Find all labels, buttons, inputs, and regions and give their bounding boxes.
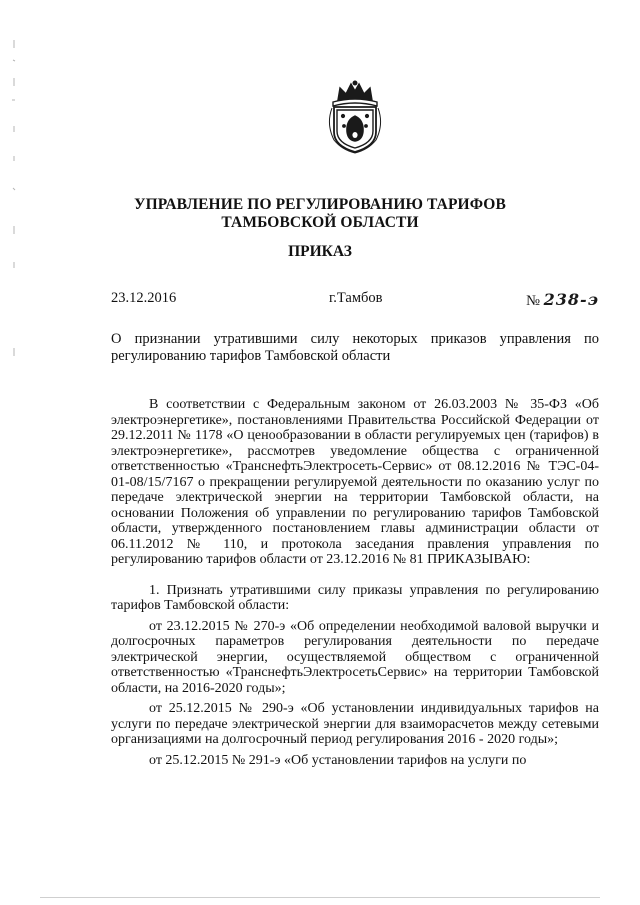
handwritten-number: 238-э <box>543 290 599 309</box>
org-title-line-1: УПРАВЛЕНИЕ ПО РЕГУЛИРОВАНИЮ ТАРИФОВ <box>134 196 506 213</box>
sub-item-1: от 23.12.2015 № 270-э «Об определении необходимой валовой выручки и долгосрочных параметров регулирования деятельности по передаче электрической энергии, осуществляемой обществом с ограниченной ответственностью «ТранснефтьЭлектросетьСервис» на территории Тамбовской области, на 2016-2020 годы»; <box>111 618 599 696</box>
document-date: 23.12.2016 <box>111 290 177 306</box>
item-1-paragraph: 1. Признать утратившими силу приказы управления по регулированию тарифов Тамбовской области: <box>111 582 599 613</box>
document-body <box>111 397 599 768</box>
sub-item-2: от 25.12.2015 № 290-э «Об установлении индивидуальных тарифов на услуги по передаче электрической энергии для взаиморасчетов между сетевыми организациями на долгосрочный период регулирования 2016 - 2020 годы»; <box>111 701 599 747</box>
document-meta-row <box>111 290 599 314</box>
document-number <box>526 290 599 310</box>
document-subject: О признании утратившими силу некоторых приказов управления по регулированию тарифов Тамбовской области <box>111 331 599 364</box>
number-sign: № <box>526 293 541 309</box>
preamble-paragraph: В соответствии с Федеральным законом от 26.03.2003 № 35-ФЗ «Об электроэнергетике», постановлениями Правительства Российской Федерации от 29.12.2011 № 1178 «О ценообразовании в области регулируемых цен (тарифов) в электроэнергетике», рассмотрев уведомление общества с ограниченной ответственностью «ТранснефтьЭлектросеть-Сервис» от 08.12.2016 № ТЭС-04-01-08/15/7167 о прекращении регулируемой деятельности по оказанию услуг по передаче электрической энергии на территории Тамбовской области, на основании Положения об управлении по регулированию тарифов Тамбовской области, утвержденного постановлением главы администрации области от 06.11.2012 № 110, и протокола заседания правления управления по регулированию тарифов области от 23.12.2016 № 81 ПРИКАЗЫВАЮ: <box>111 397 599 567</box>
org-title-line-2: ТАМБОВСКОЙ ОБЛАСТИ <box>221 214 419 231</box>
scan-bottom-edge <box>40 897 600 898</box>
document-type: ПРИКАЗ <box>288 243 352 260</box>
coat-of-arms-emblem <box>324 80 386 154</box>
document-city: г.Тамбов <box>329 290 383 306</box>
sub-item-3: от 25.12.2015 № 291-э «Об установлении тарифов на услуги по <box>149 752 527 768</box>
